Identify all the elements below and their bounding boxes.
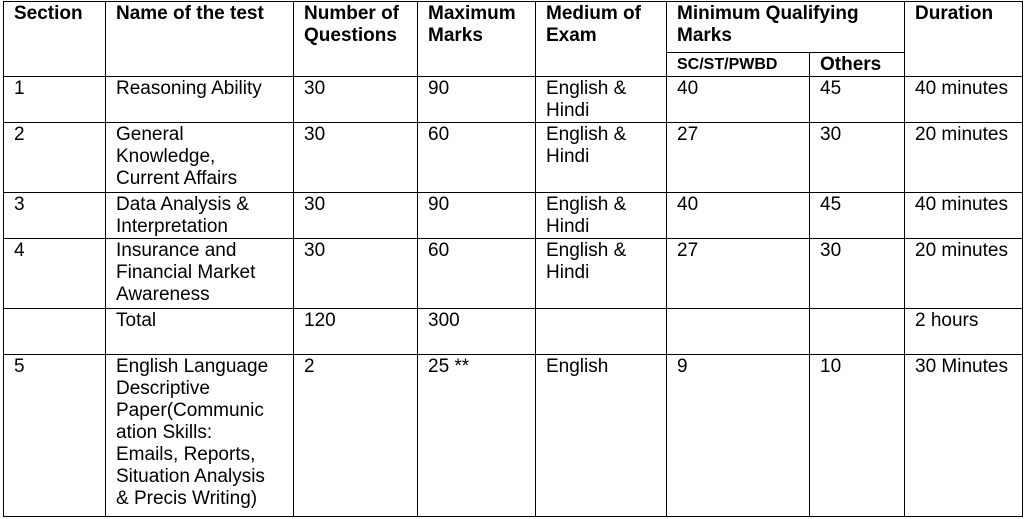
duration-cell: 20 minutes [905,239,1023,309]
medium-cell: English & Hindi [536,77,667,123]
table-row [4,123,1023,193]
total-row [4,309,1023,355]
section-cell: 3 [4,193,106,239]
others-cell: 45 [810,193,905,239]
duration-cell: 40 minutes [905,193,1023,239]
test-name-cell: Reasoning Ability [106,77,294,123]
medium-cell [536,309,667,355]
questions-cell: 30 [294,193,418,239]
sc-st-pwbd-header: SC/ST/PWBD [667,53,810,77]
sc-st-pwbd-cell: 40 [667,193,810,239]
qualifying-marks-header: Minimum Qualifying Marks [667,2,905,53]
descriptive-row [4,355,1023,517]
others-cell: 30 [810,239,905,309]
total-questions: 120 [294,309,418,355]
section-cell: 5 [4,355,106,517]
others-cell: 10 [810,355,905,517]
max-marks-cell: 60 [418,123,536,193]
table-row [4,239,1023,309]
section-header: Section [4,2,106,77]
section-cell: 4 [4,239,106,309]
medium-cell: English & Hindi [536,193,667,239]
medium-cell: English & Hindi [536,239,667,309]
test-name-cell: Insurance and Financial Market Awareness [106,239,294,309]
medium-header: Medium of Exam [536,2,667,77]
total-label: Total [106,309,294,355]
table-row [4,193,1023,239]
test-name-header: Name of the test [106,2,294,77]
others-cell: 45 [810,77,905,123]
table-row [4,77,1023,123]
max-marks-cell: 90 [418,193,536,239]
questions-cell: 30 [294,77,418,123]
sc-st-pwbd-cell: 27 [667,123,810,193]
questions-cell: 30 [294,239,418,309]
medium-cell: English & Hindi [536,123,667,193]
test-name-cell: Data Analysis & Interpretation [106,193,294,239]
others-cell [810,309,905,355]
duration-cell: 20 minutes [905,123,1023,193]
duration-cell: 30 Minutes [905,355,1023,517]
others-header: Others [810,53,905,77]
total-marks: 300 [418,309,536,355]
max-marks-cell: 90 [418,77,536,123]
total-duration: 2 hours [905,309,1023,355]
section-cell: 2 [4,123,106,193]
duration-header: Duration [905,2,1023,77]
header-row [4,2,1023,53]
test-name-cell: English Language Descriptive Paper(Communic ation Skills: Emails, Reports, Situation Analysis & Precis Writing) [106,355,294,517]
questions-cell: 2 [294,355,418,517]
test-name-cell: General Knowledge, Current Affairs [106,123,294,193]
others-cell: 30 [810,123,905,193]
max-marks-cell: 25 ** [418,355,536,517]
section-cell: 1 [4,77,106,123]
max-marks-header: Maximum Marks [418,2,536,77]
duration-cell: 40 minutes [905,77,1023,123]
sc-st-pwbd-cell: 9 [667,355,810,517]
section-cell [4,309,106,355]
sc-st-pwbd-cell: 40 [667,77,810,123]
exam-pattern-table [3,1,1023,517]
medium-cell: English [536,355,667,517]
sc-st-pwbd-cell: 27 [667,239,810,309]
questions-cell: 30 [294,123,418,193]
sc-st-pwbd-cell [667,309,810,355]
questions-header: Number of Questions [294,2,418,77]
max-marks-cell: 60 [418,239,536,309]
